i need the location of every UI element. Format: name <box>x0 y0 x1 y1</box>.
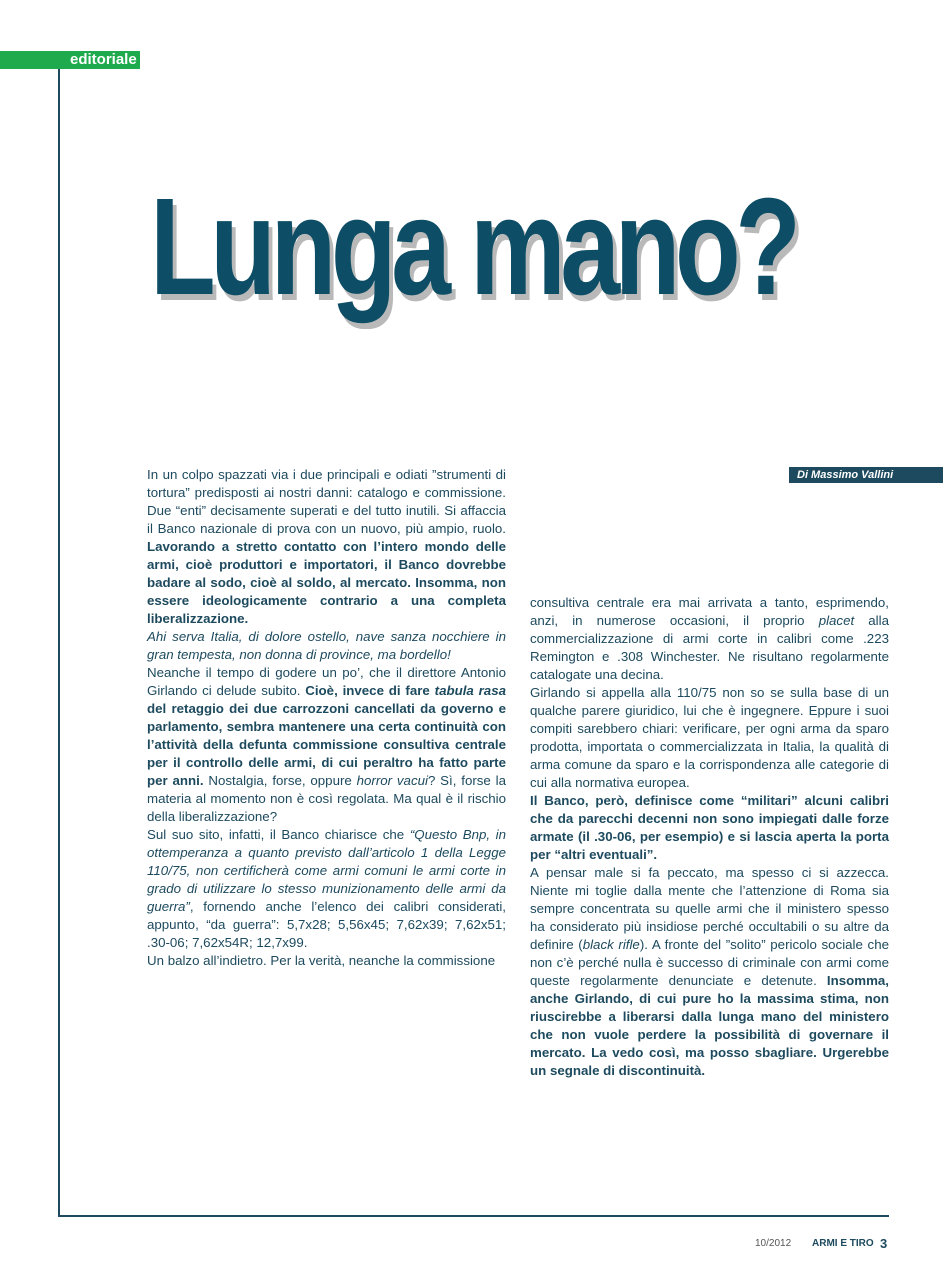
paragraph-5: Un balzo all’indietro. Per la verità, neanche la commissione <box>147 953 496 968</box>
article-column-1 <box>147 466 506 970</box>
page-number: 3 <box>880 1236 888 1251</box>
article-column-2 <box>530 594 889 1080</box>
paragraph-6: consultiva centrale era mai arrivata a tanto, esprimendo, anzi, in numerose occasioni, il proprio placet alla commercializzazione di armi corte in calibri come .223 Remington e .308 Winchester. Ne risultano regolarmente catalogate una decina. <box>530 595 889 682</box>
page-title: Lunga mano? <box>150 170 796 324</box>
section-tag: editoriale <box>0 51 140 69</box>
byline: Di Massimo Vallini <box>789 467 943 483</box>
magazine-name: ARMI E TIRO <box>812 1238 874 1249</box>
paragraph-9: A pensar male si fa peccato, ma spesso ci si azzecca. Niente mi toglie dalla mente che l’attenzione di Roma sia sempre concentrata su quelle armi che il ministero spesso ha considerato più insidiose perché occultabili o su altre da definire (black rifle). A fronte del ”solito” pericolo sociale che non c’è perché nulla è successo di criminale con armi come queste regolarmente denunciate e detenute. Insomma, anche Girlando, di cui pure ho la massima stima, non riuscirebbe a liberarsi dalla lunga mano del ministero che non vuole perdere la possibilità di governare il mercato. La vedo così, ma posso sbagliare. Urgerebbe un segnale di discontinuità. <box>530 865 889 1078</box>
frame-left-rule <box>58 69 60 1216</box>
issue-date: 10/2012 <box>755 1238 792 1249</box>
frame-bottom-rule <box>58 1215 889 1217</box>
paragraph-quote: Ahi serva Italia, di dolore ostello, nave sanza nocchiere in gran tempesta, non donna di province, ma bordello! <box>147 629 506 662</box>
paragraph-8: Il Banco, però, definisce come “militari” alcuni calibri che da parecchi decenni non sono impiegati dalle forze armate (il .30-06, per esempio) e si lascia aperta la porta per “altri eventuali”. <box>530 793 889 862</box>
paragraph-4: Sul suo sito, infatti, il Banco chiarisce che “Questo Bnp, in ottemperanza a quanto previsto dall’articolo 1 della Legge 110/75, non certificherà come armi comuni le armi corte in grado di utilizzare lo stesso munizionamento delle armi da guerra”, fornendo anche l’elenco dei calibri considerati, appunto, “da guerra”: 5,7x28; 5,56x45; 7,62x39; 7,62x51; .30-06; 7,62x54R; 12,7x99. <box>147 827 507 950</box>
paragraph-3: Neanche il tempo di godere un po’, che il direttore Antonio Girlando ci delude subito. Cioè, invece di fare tabula rasa del retaggio dei due carrozzoni cancellati da governo e parlamento, sembra mantenere una certa continuità con l’attività della defunta commissione consultiva centrale per il controllo delle armi, di cui peraltro ha fatto parte per anni. Nostalgia, forse, oppure horror vacui? Sì, forse la materia al momento non è così regolata. Ma qual è il rischio della liberalizzazione? <box>147 665 506 824</box>
paragraph-7: Girlando si appella alla 110/75 non so se sulla base di un qualche parere giuridico, lui che è ingegnere. Eppure i suoi compiti sarebbero chiari: verificare, per ogni arma da sparo prodotta, importata o commercializzata in Italia, la qualità di arma comune da sparo e la corrispondenza alle categorie di cui alla normativa europea. <box>530 685 889 790</box>
paragraph-1: In un colpo spazzati via i due principali e odiati ”strumenti di tortura” predisposti ai nostri danni: catalogo e commissione. Due “enti” decisamente superati e del tutto inutili. Si affaccia il Banco nazionale di prova con un nuovo, più ampio, ruolo. Lavorando a stretto contatto con l’intero mondo delle armi, cioè produttori e importatori, il Banco dovrebbe badare al sodo, cioè al soldo, al mercato. Insomma, non essere ideologicamente contrario a una completa liberalizzazione. <box>147 467 506 626</box>
